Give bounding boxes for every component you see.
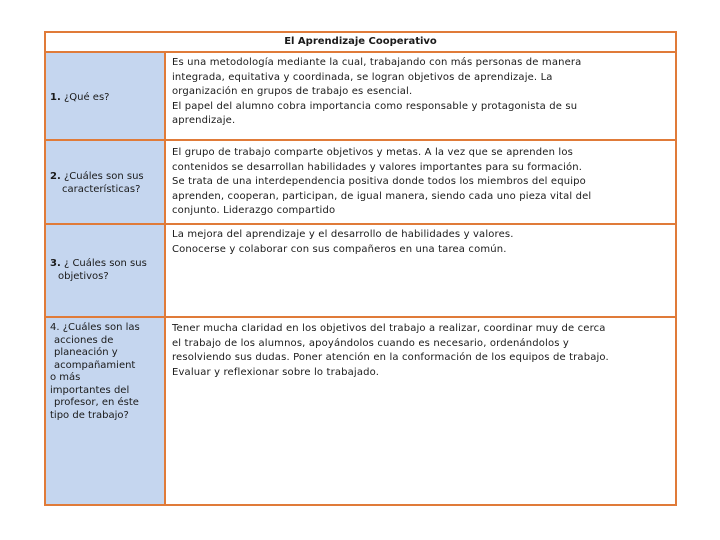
question-text (50, 258, 164, 283)
question-label: objetivos? (58, 270, 109, 282)
question-number: 3. (50, 258, 61, 269)
table-title: El Aprendizaje Cooperativo (46, 33, 675, 53)
answer-line: aprendizaje. (172, 115, 236, 126)
answer-cell (167, 225, 675, 316)
answer-line: aprenden, cooperan, participan, de igual manera, siendo cada uno pieza vital del (172, 190, 592, 202)
question-line: acciones de (54, 334, 114, 346)
question-text (50, 171, 164, 196)
question-label: ¿Qué es? (63, 92, 110, 103)
answer-line: contenidos se desarrollan habilidades y valores importantes para su formación. (172, 161, 583, 173)
answer-line: el trabajo de los alumnos, apoyándolos cuando es necesario, ordenándolos y (172, 337, 569, 349)
answer-line: El grupo de trabajo comparte objetivos y metas. A la vez que se aprenden los (172, 147, 573, 158)
table-row (46, 225, 675, 318)
question-line: acompañamient (54, 359, 136, 371)
answer-line: Tener mucha claridad en los objetivos del trabajo a realizar, coordinar muy de cerca (172, 323, 606, 334)
question-number: 1. (50, 92, 61, 103)
question-line: 4. ¿Cuáles son las (50, 322, 140, 333)
question-line: importantes del (50, 384, 130, 396)
answer-cell (167, 141, 675, 223)
question-line: o más (50, 372, 81, 383)
question-cell (46, 53, 166, 139)
question-label: características? (62, 183, 141, 195)
question-cell (46, 225, 166, 316)
question-label: ¿ Cuáles son sus (63, 258, 147, 269)
answer-line: conjunto. Liderazgo compartido (172, 205, 336, 216)
question-cell (46, 141, 166, 223)
answer-line: El papel del alumno cobra importancia como responsable y protagonista de su (172, 100, 578, 112)
question-line: planeación y (54, 347, 118, 358)
answer-line: Evaluar y reflexionar sobre lo trabajado. (172, 366, 380, 378)
question-line: tipo de trabajo? (50, 409, 129, 421)
answer-line: organización en grupos de trabajo es esencial. (172, 86, 413, 97)
answer-line: integrada, equitativa y coordinada, se logran objetivos de aprendizaje. La (172, 71, 553, 83)
answer-line: Se trata de una interdependencia positiva donde todos los miembros del equipo (172, 176, 586, 187)
question-label: ¿Cuáles son sus (63, 171, 144, 182)
question-number: 2. (50, 171, 61, 182)
answer-line: La mejora del aprendizaje y el desarrollo de habilidades y valores. (172, 229, 514, 240)
table-row (46, 141, 675, 225)
answer-cell (167, 318, 675, 504)
question-cell (46, 318, 166, 504)
table-row (46, 318, 675, 504)
answer-line: Es una metodología mediante la cual, trabajando con más personas de manera (172, 57, 582, 68)
answer-cell (167, 53, 675, 139)
question-line: profesor, en éste (54, 397, 139, 408)
question-text (50, 92, 109, 105)
answer-line: resolviendo sus dudas. Poner atención en la conformación de los equipos de trabajo. (172, 352, 609, 363)
table-row (46, 53, 675, 141)
cooperative-learning-table (44, 31, 677, 506)
answer-line: Conocerse y colaborar con sus compañeros en una tarea común. (172, 243, 507, 255)
